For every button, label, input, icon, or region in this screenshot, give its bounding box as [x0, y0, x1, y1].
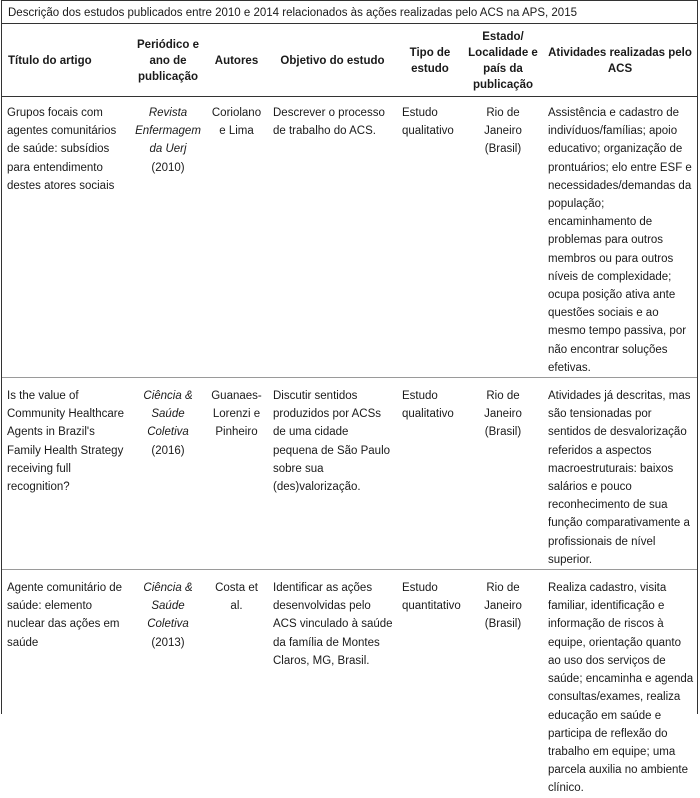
header-periodico: Periódico e ano de publicação	[137, 38, 199, 83]
cell-periodico	[131, 378, 205, 570]
table-row	[2, 570, 697, 798]
table-caption: Descrição dos estudos publicados entre 2010 e 2014 relacionados às ações realizadas pelo ACS na APS, 2015	[8, 7, 577, 19]
cell-objetivo: Discutir sentidos produzidos por ACSs de uma cidade pequena de São Paulo sobre sua (des)valorização.	[268, 378, 397, 570]
cell-titulo: Agente comunitário de saúde: elemento nuclear das ações em saúde	[2, 570, 131, 798]
cell-local: Rio de Janeiro (Brasil)	[463, 570, 543, 798]
cell-tipo: Estudo qualitativo	[397, 378, 463, 570]
cell-tipo: Estudo qualitativo	[397, 97, 463, 378]
cell-local: Rio de Janeiro (Brasil)	[463, 97, 543, 378]
header-objetivo: Objetivo do estudo	[280, 54, 385, 67]
cell-objetivo: Identificar as ações desenvolvidas pelo ACS vinculado à saúde da família de Montes Claros, MG, Brasil.	[268, 570, 397, 798]
cell-local: Rio de Janeiro (Brasil)	[463, 378, 543, 570]
table-frame	[1, 0, 698, 795]
cell-objetivo: Descrever o processo de trabalho do ACS.	[268, 97, 397, 378]
header-tipo: Tipo de estudo	[409, 46, 451, 75]
header-local: Estado/ Localidade e país da publicação	[468, 30, 538, 91]
cell-titulo: Grupos focais com agentes comunitários de saúde: subsídios para entendimento destes atores sociais	[2, 97, 131, 378]
cell-periodico	[131, 570, 205, 798]
cell-titulo: Is the value of Community Healthcare Agents in Brazil's Family Health Strategy receiving full recognition?	[2, 378, 131, 570]
journal-name: Ciência & Saúde Coletiva	[143, 582, 193, 631]
header-titulo: Título do artigo	[8, 54, 92, 67]
cell-autores: Costa et al.	[205, 570, 268, 798]
cell-periodico	[131, 97, 205, 378]
cell-tipo: Estudo quantitativo	[397, 570, 463, 798]
studies-table	[2, 25, 697, 798]
header-autores: Autores	[214, 54, 259, 67]
cell-autores: Guanaes-Lorenzi e Pinheiro	[205, 378, 268, 570]
cell-atividades: Atividades já descritas, mas são tensionadas por sentidos de desvalorização referidos a aspectos macroestruturais: baixos salários e pouco reconhecimento de sua função comparativamente a profissionais de nível superior.	[543, 378, 697, 570]
table-row	[2, 378, 697, 570]
publication-year: (2010)	[151, 161, 185, 174]
journal-name: Revista Enfermagem da Uerj	[135, 107, 201, 156]
caption-divider	[2, 23, 697, 24]
publication-year: (2013)	[151, 636, 185, 649]
cell-atividades: Realiza cadastro, visita familiar, identificação e informação de riscos à equipe, orientação quanto ao uso dos serviços de saúde; encaminha e agenda consultas/exames, realiza educação em saúde e participa de reflexão do trabalho em equipe; uma parcela auxilia no ambiente clínico.	[543, 570, 697, 798]
cell-autores: Coriolano e Lima	[205, 97, 268, 378]
journal-name: Ciência & Saúde Coletiva	[143, 390, 193, 439]
table-row	[2, 97, 697, 378]
header-row	[2, 25, 697, 97]
publication-year: (2016)	[151, 444, 185, 457]
cell-atividades: Assistência e cadastro de indivíduos/famílias; apoio educativo; organização de prontuários; elo entre ESF e necessidades/demandas da população; encaminhamento de problemas para outros membros ou para outros níveis de complexidade; ocupa posição ativa ante questões sociais e ao mesmo tempo passiva, por não encontrar soluções efetivas.	[543, 97, 697, 378]
header-atividades: Atividades realizadas pelo ACS	[548, 46, 692, 75]
